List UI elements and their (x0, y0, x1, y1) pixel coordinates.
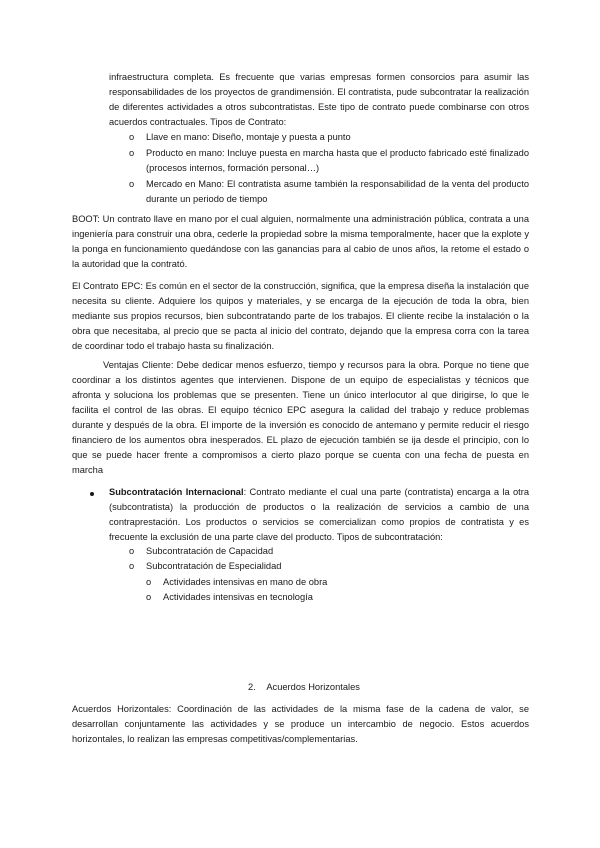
list-marker: o (129, 561, 135, 571)
section-title: Acuerdos Horizontales (266, 682, 360, 692)
boot-paragraph: BOOT: Un contrato llave en mano por el cual alguien, normalmente una administración pública, contrata a una ingeniería para construir una obra, cederle la propiedad sobre la misma temporalmente, hacer que la explote y la ponga en funcionamiento quedándose con las ganancias para al cabio de unos años, la retome el estado o la autoridad que la contrató. (72, 214, 529, 269)
list-marker: o (129, 132, 135, 142)
bullet-icon (90, 492, 94, 496)
epc-paragraph: El Contrato EPC: Es común en el sector de la construcción, significa, que la empresa diseña la instalación que necesita su cliente. Adquiere los quipos y materiales, y se encarga de la ejecución de toda la obra, bien mediante sus propios recursos, bien subcontratando parte de los trabajos. El cliente recibe la instalación o la obra que necesitaba, al precio que se pacta al inicio del contrato, dejando que la empresa corra con la tarea de coordinar todo el trabajo hasta su finalización. (72, 281, 529, 351)
subcontratacion-subtype-item: Actividades intensivas en tecnología (163, 592, 313, 602)
list-marker: o (146, 577, 152, 587)
subcontratacion-title: Subcontratación Internacional (109, 487, 244, 497)
ventajas-paragraph: Ventajas Cliente: Debe dedicar menos esfuerzo, tiempo y recursos para la obra. Porque no tiene que coordinar a los distintos agentes que intervienen. Dispone de un equipo de especialistas y técnicos que afronta y soluciona los problemas que se presenten. Tiene un único interlocutor al que dirigirse, lo que le facilita el control de las obras. El equipo técnico EPC asegura la calidad del trabajo y reduce problemas durante y después de la obra. El importe de la inversión es conocido de antemano y permite reducir el riesgo financiero de los aumentos obra inesperados. EL plazo de ejecución también se ija desde el principio, con lo que se puede hacer frente a compromisos a cierto plazo porque se cuenta con una fecha de puesta en marcha (72, 360, 529, 475)
list-marker: o (146, 592, 152, 602)
acuerdos-paragraph: Acuerdos Horizontales: Coordinación de las actividades de la misma fase de la cadena de valor, se desarrollan conjuntamente las actividades y se produce un intercambio de negocio. Estos acuerdos horizontales, lo realizan las empresas competitivas/complementarias. (72, 704, 529, 744)
contract-type-item: Llave en mano: Diseño, montaje y puesta a punto (146, 132, 351, 142)
list-marker: o (129, 546, 135, 556)
subcontratacion-type-item: Subcontratación de Capacidad (146, 546, 274, 556)
subcontratacion-subtype-item: Actividades intensivas en mano de obra (163, 577, 328, 587)
section-heading (248, 680, 360, 695)
list-marker: o (129, 148, 135, 158)
intro-paragraph: infraestructura completa. Es frecuente que varias empresas formen consorcios para asumir las responsabilidades de los proyectos de grandimensión. El contratista, pude subcontratar la realización de diferentes actividades a otros subcontratistas. Este tipo de contrato puede combinarse con otros acuerdos contractuales. Tipos de Contrato: (109, 72, 529, 127)
subcontratacion-text: : Contrato mediante el cual una parte (contratista) encarga a la otra (subcontratista) la producción de productos o la realización de servicios a cambio de una contraprestación. Los productos o servicios se comercializan como propios de contratista y es frecuente la exclusión de una parte clave del producto. Tipos de subcontratación: (109, 487, 529, 542)
section-number: 2. (248, 682, 256, 692)
contract-type-item: Producto en mano: Incluye puesta en marcha hasta que el producto fabricado esté finalizado (procesos internos, formación personal…) (146, 148, 529, 173)
list-marker: o (129, 179, 135, 189)
subcontratacion-paragraph (109, 485, 529, 545)
subcontratacion-type-item: Subcontratación de Especialidad (146, 561, 282, 571)
contract-type-item: Mercado en Mano: El contratista asume también la responsabilidad de la venta del producto durante un periodo de tiempo (146, 179, 529, 204)
